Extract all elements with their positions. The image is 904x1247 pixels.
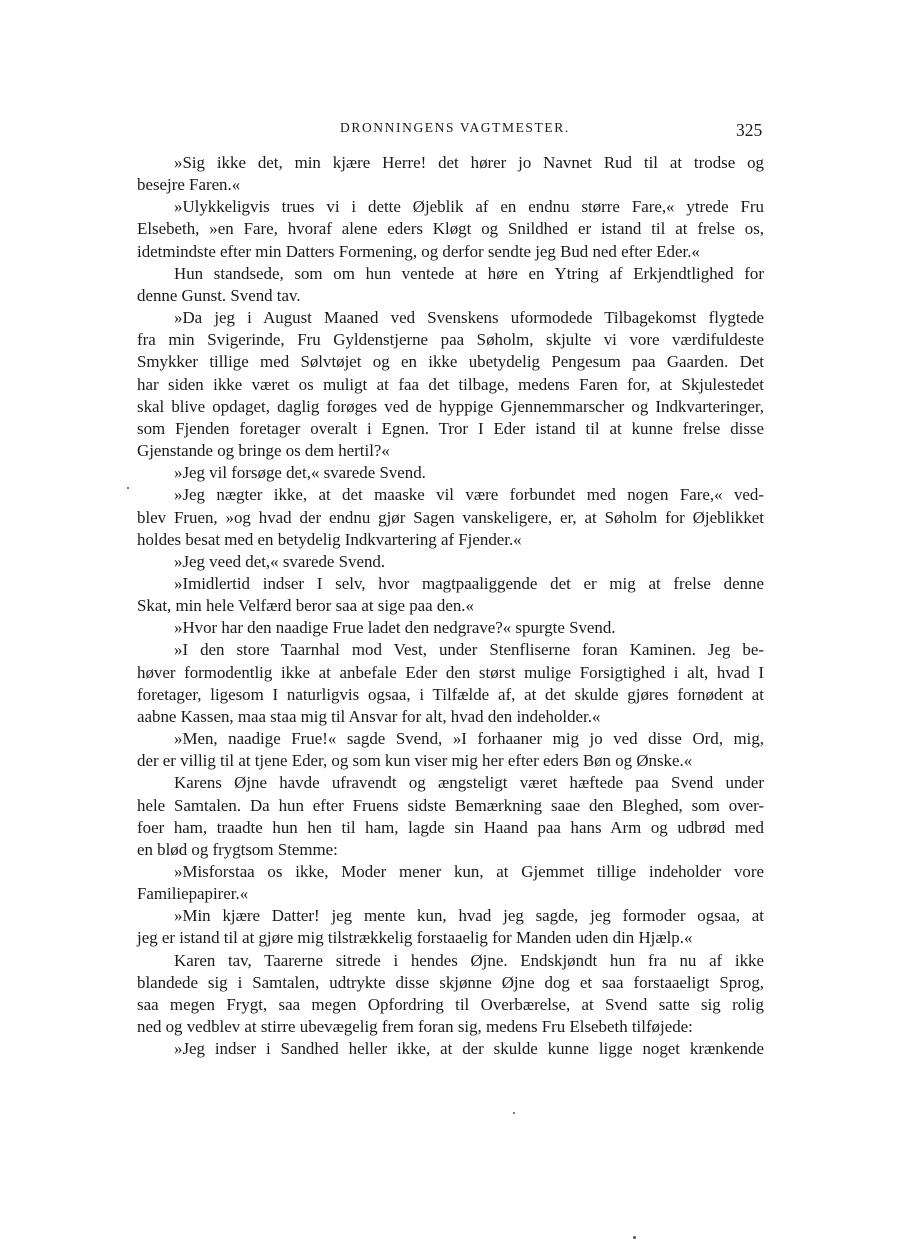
text-line: »Misforstaa os ikke, Moder mener kun, at Gjemmet tillige indeholder vore <box>174 862 764 881</box>
text-line: »Jeg indser i Sandhed heller ikke, at der skulde kunne ligge noget krænkende <box>174 1039 764 1059</box>
text-line: høver formodentlig ikke at anbefale Eder den størst mulige Forsigtighed i alt, hvad I <box>137 662 764 682</box>
text-line: denne Gunst. Svend tav. <box>137 285 301 305</box>
text-line: blev Fruen, »og hvad der endnu gjør Sagen vanskeligere, er, at Søholm for Øjeblikket <box>137 507 764 527</box>
text-line: hele Samtalen. Da hun efter Fruens sidste Bemærkning saae den Bleghed, som over- <box>137 795 764 815</box>
text-line: fra min Svigerinde, Fru Gyldenstjerne paa Søholm, skjulte vi vore værdifuldeste <box>137 330 764 350</box>
paragraph <box>137 728 764 772</box>
paragraph <box>137 196 764 262</box>
text-line: Hun standsede, som om hun ventede at høre en Ytring af Erkjendtlighed for <box>174 263 764 283</box>
paragraph <box>137 772 764 861</box>
text-line: aabne Kassen, maa staa mig til Ansvar for alt, hvad den indeholder.« <box>137 706 601 726</box>
paragraph <box>137 905 764 949</box>
text-line: »Jeg veed det,« svarede Svend. <box>174 551 386 571</box>
text-line: jeg er istand til at gjøre mig tilstrækkelig forstaaelig for Manden uden din Hjælp.« <box>137 928 693 948</box>
text-line: Skat, min hele Velfærd beror saa at sige paa den.« <box>137 596 474 616</box>
text-line: »Hvor har den naadige Frue ladet den nedgrave?« spurgte Svend. <box>174 618 616 638</box>
text-line: Gjenstande og bringe os dem hertil?« <box>137 441 390 461</box>
text-line: foer ham, traadte hun hen til ham, lagde sin Haand paa hans Arm og udbrød med <box>137 817 764 837</box>
text-line: »Men, naadige Frue!« sagde Svend, »I forhaaner mig jo ved disse Ord, mig, <box>174 729 764 749</box>
paragraph <box>137 861 764 905</box>
paper-speck <box>127 487 129 489</box>
text-line: Familiepapirer.« <box>137 884 249 904</box>
running-head-title: DRONNINGENS VAGTMESTER. <box>340 120 570 135</box>
text-line: »Da jeg i August Maaned ved Svenskens uformodede Tilbagekomst flygtede <box>174 308 764 328</box>
text-line: »Jeg nægter ikke, at det maaske vil være forbundet med nogen Fare,« ved- <box>174 485 764 505</box>
paper-speck <box>633 1236 636 1239</box>
text-line: »Ulykkeligvis trues vi i dette Øjeblik af en endnu større Fare,« ytrede Fru <box>174 197 764 217</box>
paper-speck <box>513 1112 515 1114</box>
paragraph <box>137 573 764 617</box>
text-line: har siden ikke været os muligt at faa det tilbage, medens Faren for, at Skjulestedet <box>137 374 764 394</box>
text-line: »Min kjære Datter! jeg mente kun, hvad jeg sagde, jeg formoder ogsaa, at <box>174 906 764 926</box>
paragraph <box>137 484 764 550</box>
text-line: idetmindste efter min Datters Formening, og derfor sendte jeg Bud ned efter Eder.« <box>137 241 700 261</box>
paragraph <box>137 950 764 1039</box>
text-line: der er villig til at tjene Eder, og som kun viser mig her efter eders Bøn og Ønske.« <box>137 751 693 771</box>
text-line: blandede sig i Samtalen, udtrykte disse skjønne Øjne dog et saa forstaaeligt Sprog, <box>137 972 764 992</box>
body-text <box>137 152 764 1060</box>
text-line: skal blive opdaget, daglig forøges ved de hyppige Gjennemmarscher og Indkvarteringer, <box>137 396 764 416</box>
text-line: »Imidlertid indser I selv, hvor magtpaaliggende det er mig at frelse denne <box>174 573 764 593</box>
text-line: Karens Øjne havde ufravendt og ængsteligt været hæftede paa Svend under <box>174 773 764 793</box>
text-line: Elsebeth, »en Fare, hvoraf alene eders Kløgt og Snildhed er istand til at frelse os, <box>137 219 764 239</box>
text-line: besejre Faren.« <box>137 175 241 195</box>
paragraph <box>137 639 764 728</box>
text-line: ned og vedblev at stirre ubevægelig frem foran sig, medens Fru Elsebeth tilføjede: <box>137 1017 693 1037</box>
text-line: foretager, ligesom I naturligvis ogsaa, i Tilfælde af, at det skulde gjøres fornødent at <box>137 684 764 704</box>
paragraph <box>137 462 764 484</box>
text-line: »Sig ikke det, min kjære Herre! det hører jo Navnet Rud til at trodse og <box>174 153 764 172</box>
paragraph <box>137 263 764 307</box>
text-line: saa megen Frygt, saa megen Opfordring til Overbærelse, at Svend satte sig rolig <box>137 994 764 1014</box>
paragraph <box>137 551 764 573</box>
text-line: »I den store Taarnhal mod Vest, under Stenfliserne foran Kaminen. Jeg be- <box>174 640 764 660</box>
paragraph <box>137 307 764 462</box>
paragraph <box>137 1038 764 1060</box>
text-line: Karen tav, Taarerne sitrede i hendes Øjne. Endskjøndt hun fra nu af ikke <box>174 950 764 970</box>
text-line: holdes besat med en betydelig Indkvartering af Fjender.« <box>137 529 522 549</box>
text-line: »Jeg vil forsøge det,« svarede Svend. <box>174 463 426 483</box>
paragraph <box>137 617 764 639</box>
page-number: 325 <box>736 120 763 140</box>
text-line: en blød og frygtsom Stemme: <box>137 839 338 859</box>
text-line: som Fjenden foretager overalt i Egnen. Tror I Eder istand til at kunne frelse disse <box>137 418 764 438</box>
text-line: Smykker tillige med Sølvtøjet og en ikke ubetydelig Pengesum paa Gaarden. Det <box>137 352 764 372</box>
paragraph <box>137 152 764 196</box>
